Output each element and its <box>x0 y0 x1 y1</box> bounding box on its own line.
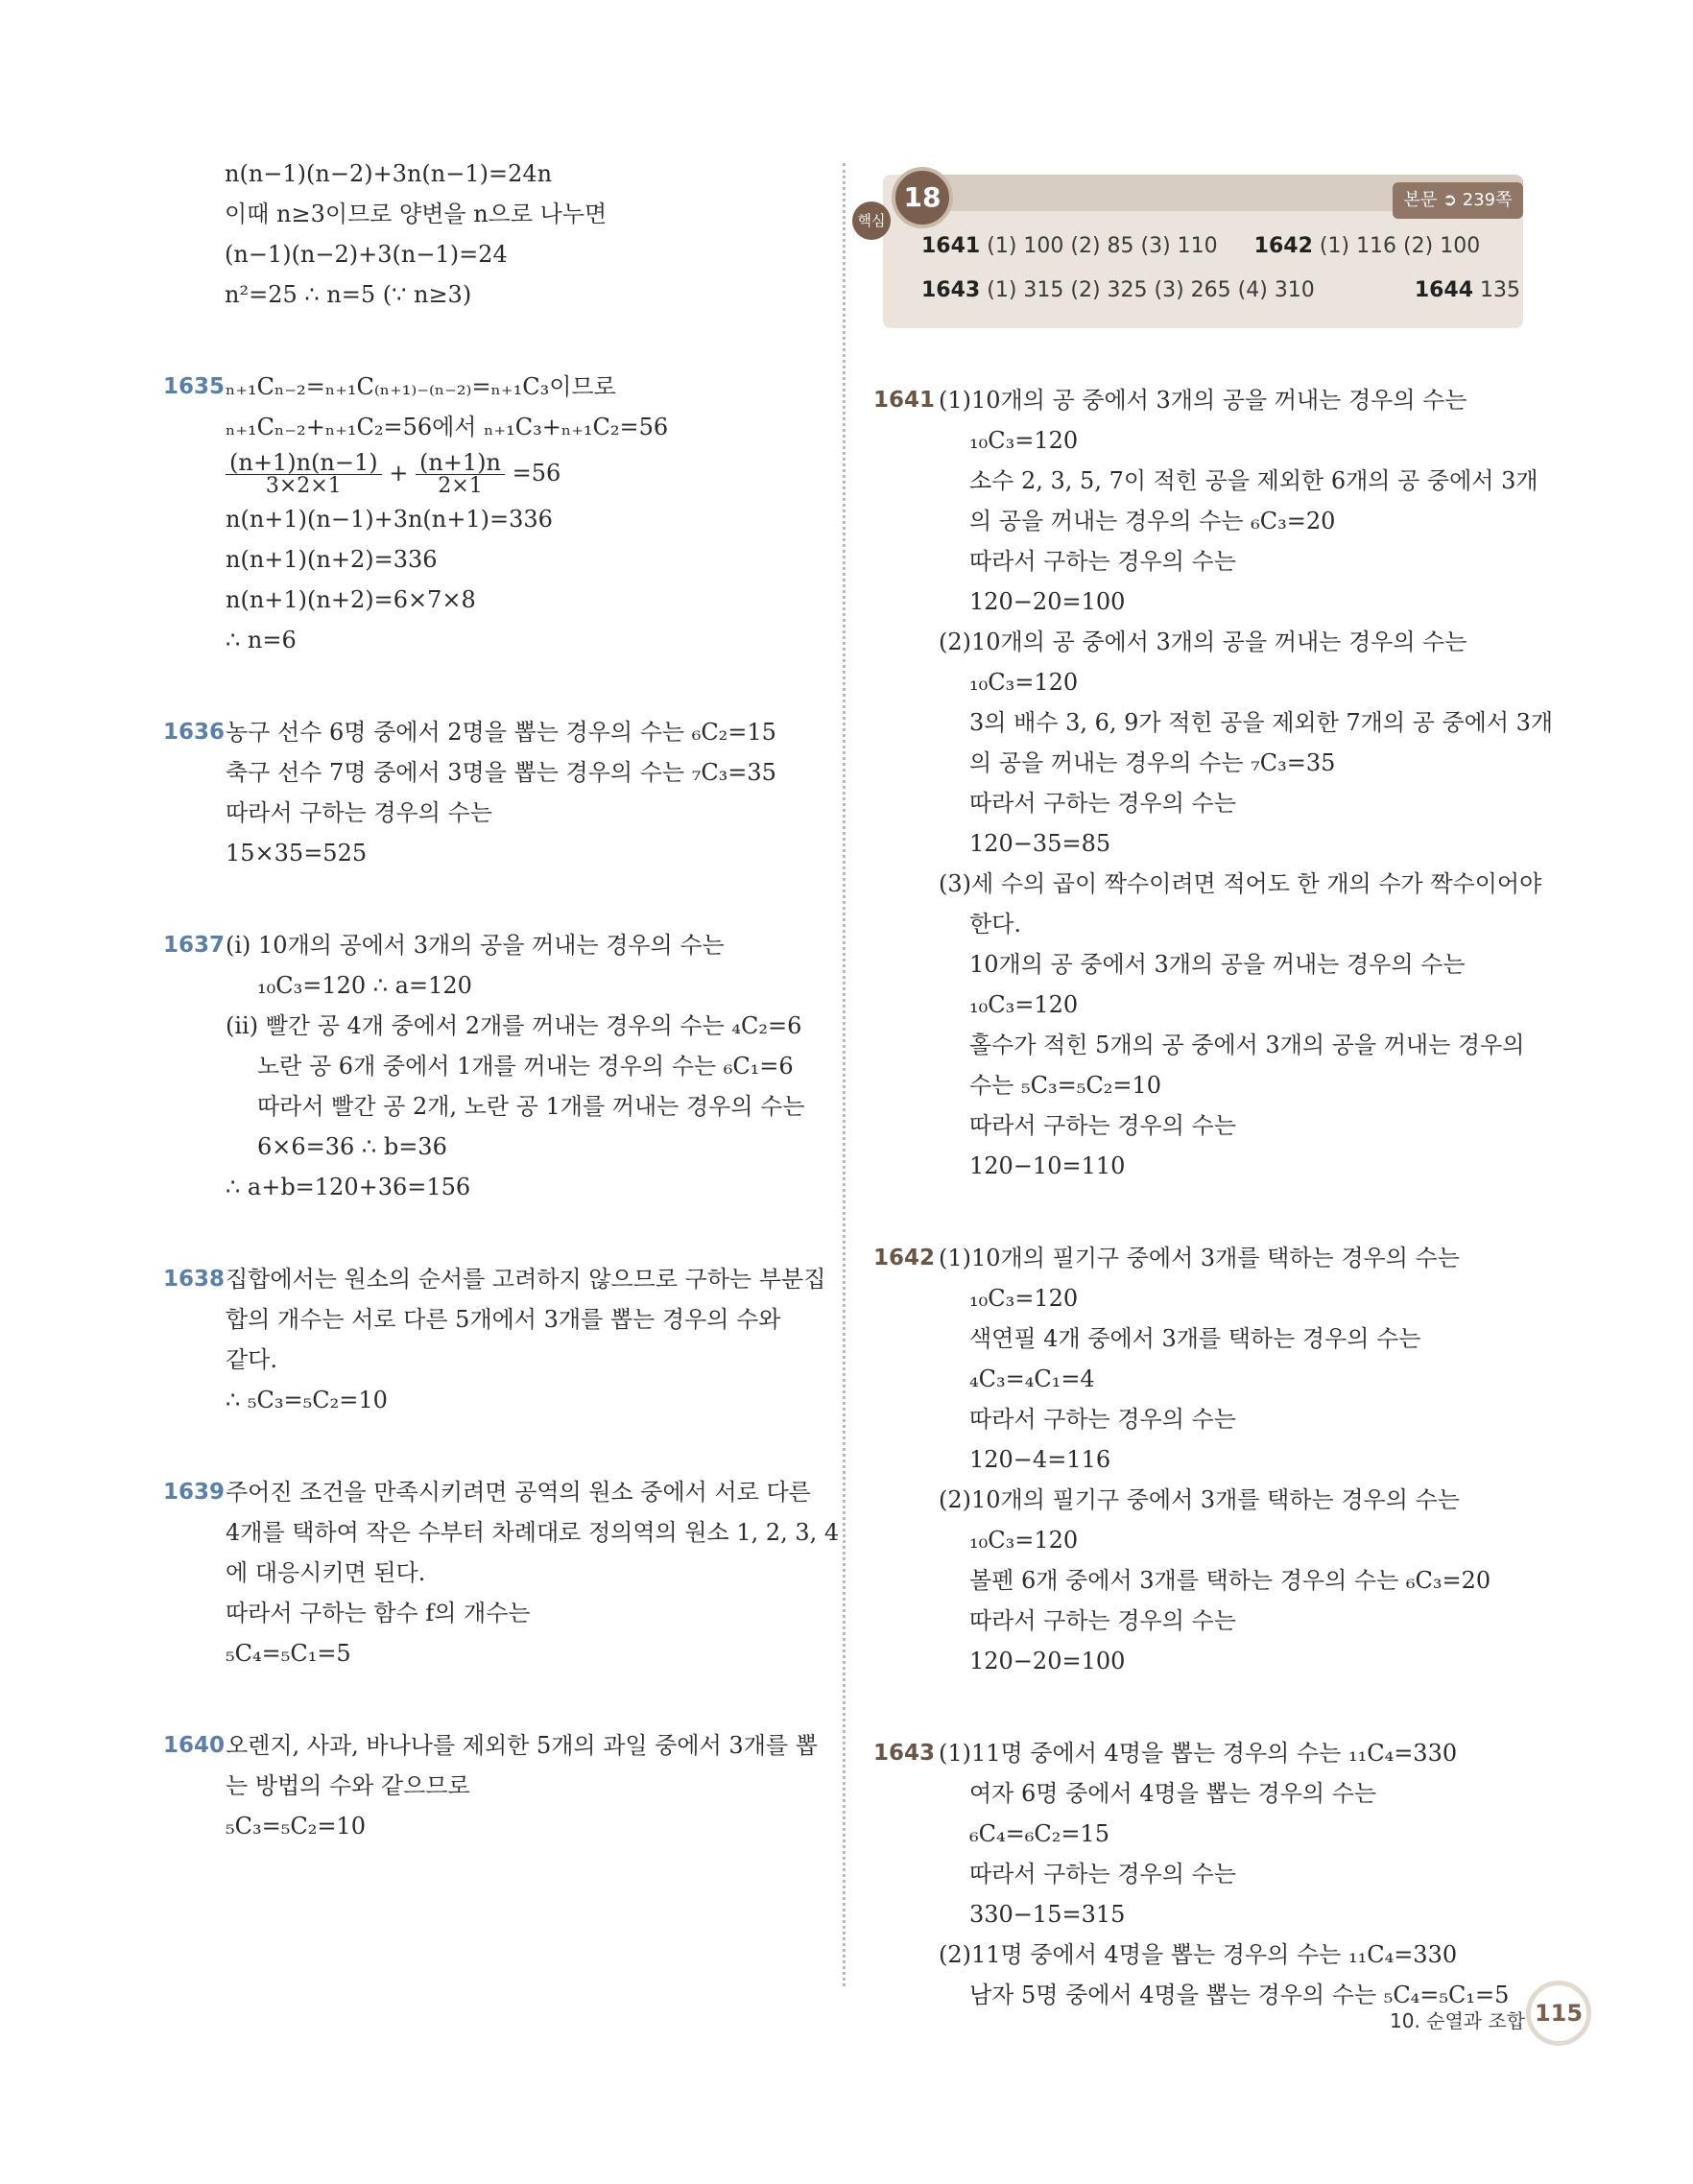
solution-line <box>875 1935 1538 1975</box>
solution-line: 볼펜 6개 중에서 3개를 택하는 경우의 수는 ₆C₃=20 <box>969 1567 1491 1594</box>
solution-line: 같다. <box>226 1346 277 1373</box>
fraction <box>226 451 382 498</box>
solution-line: 따라서 구하는 함수 f의 개수는 <box>226 1600 531 1626</box>
solution-line: 의 공을 꺼내는 경우의 수는 ₆C₃=20 <box>969 508 1336 534</box>
problem-1636 <box>165 712 814 873</box>
solution-line: 10개의 공 중에서 3개의 공을 꺼내는 경우의 수는 <box>969 951 1466 978</box>
solution-line: 따라서 구하는 경우의 수는 <box>226 799 492 826</box>
solution-line: 주어진 조건을 만족시키려면 공역의 원소 중에서 서로 다른 <box>226 1479 811 1506</box>
intro-block <box>165 154 814 315</box>
solution-line: 120−20=100 <box>969 1648 1126 1674</box>
solution-line: ₁₀C₃=120 ∴ a=120 <box>257 972 472 999</box>
solution-line: 따라서 구하는 경우의 수는 <box>969 1607 1236 1634</box>
part-text: 10개의 필기구 중에서 3개를 택하는 경우의 수는 <box>971 1245 1460 1271</box>
problem-number: 1640 <box>163 1733 226 1758</box>
answer-row <box>921 278 1520 302</box>
solution-line: 농구 선수 6명 중에서 2명을 뽑는 경우의 수는 ₆C₂=15 <box>226 719 776 746</box>
solution-line: 여자 6명 중에서 4명을 뽑는 경우의 수는 <box>969 1780 1377 1807</box>
answer-row <box>921 234 1480 258</box>
problem-number: 1641 <box>873 388 936 413</box>
solution-line: 120−4=116 <box>969 1446 1111 1473</box>
fraction-line <box>165 447 814 499</box>
part-label: (2) <box>939 629 971 655</box>
solution-line: 소수 2, 3, 5, 7이 적힌 공을 제외한 6개의 공 중에서 3개 <box>969 467 1538 494</box>
part-text: 10개의 공 중에서 3개의 공을 꺼내는 경우의 수는 <box>971 629 1467 655</box>
problem-number: 1639 <box>163 1480 226 1505</box>
solution-line: ₁₀C₃=120 <box>969 669 1079 696</box>
solution-line <box>875 864 1542 904</box>
problem-number: 1636 <box>163 720 226 745</box>
part-text: 10개의 공 중에서 3개의 공을 꺼내는 경우의 수는 <box>971 387 1467 414</box>
problem-number: 1635 <box>163 374 226 399</box>
problem-1637 <box>165 925 814 1207</box>
solution-line: 15×35=525 <box>226 840 368 866</box>
part-label: (2) <box>939 1486 971 1513</box>
section-tag: 핵심 <box>852 202 891 240</box>
solution-line: n(n+1)(n−1)+3n(n+1)=336 <box>226 506 553 533</box>
solution-line: n(n+1)(n+2)=6×7×8 <box>226 586 476 613</box>
solution-line: 축구 선수 7명 중에서 3명을 뽑는 경우의 수는 ₇C₃=35 <box>226 759 776 786</box>
answer-number: 1641 <box>921 234 981 258</box>
answer-number: 1643 <box>921 278 981 302</box>
solution-line <box>875 1238 1538 1278</box>
solution-line <box>875 622 1538 662</box>
solution-line: 는 방법의 수와 같으므로 <box>226 1772 470 1799</box>
problem-1643 <box>875 1733 1538 2015</box>
problem-1641 <box>873 380 1554 1186</box>
solution-line: 에 대응시키면 된다. <box>226 1559 426 1586</box>
part-label: (1) <box>939 1245 971 1271</box>
part-label: (3) <box>939 870 971 897</box>
answer-values: (1) 116 (2) 100 <box>1319 234 1481 258</box>
solution-line: 따라서 구하는 경우의 수는 <box>969 1406 1236 1433</box>
solution-line: 한다. <box>969 911 1021 938</box>
answer-number: 1642 <box>1253 234 1313 258</box>
solution-line: 따라서 구하는 경우의 수는 <box>969 548 1236 575</box>
answer-summary-box <box>883 175 1523 328</box>
solution-line <box>875 1733 1538 1773</box>
intro-line: 이때 n≥3이므로 양변을 n으로 나누면 <box>225 201 608 227</box>
solution-line: 홀수가 적힌 5개의 공 중에서 3개의 공을 꺼내는 경우의 <box>969 1032 1525 1058</box>
problem-1639 <box>163 1472 840 1674</box>
solution-line: ₁₀C₃=120 <box>969 1527 1079 1554</box>
solution-line: ₁₀C₃=120 <box>969 1285 1079 1312</box>
denominator: 3×2×1 <box>265 474 342 498</box>
left-column <box>163 154 840 1846</box>
problem-1640 <box>163 1725 818 1846</box>
solution-line <box>875 1480 1538 1520</box>
chapter-title: 10. 순열과 조합 <box>1390 2009 1526 2032</box>
solution-line: ∴ n=6 <box>226 627 297 653</box>
part-text: 11명 중에서 4명을 뽑는 경우의 수는 ₁₁C₄=330 <box>971 1941 1458 1968</box>
solution-line: ₅C₄=₅C₁=5 <box>226 1640 351 1667</box>
solution-line: n(n+1)(n+2)=336 <box>226 546 438 573</box>
solution-line: ₆C₄=₆C₂=15 <box>969 1820 1109 1847</box>
problem-number: 1642 <box>873 1246 936 1270</box>
solution-line: ₙ₊₁Cₙ₋₂+ₙ₊₁C₂=56에서 ₙ₊₁C₃+ₙ₊₁C₂=56 <box>226 414 669 440</box>
part-label: (1) <box>939 1740 971 1767</box>
solution-line: ₄C₃=₄C₁=4 <box>969 1365 1095 1392</box>
part-label: (1) <box>939 387 971 414</box>
solution-line: 오렌지, 사과, 바나나를 제외한 5개의 과일 중에서 3개를 뽑 <box>226 1732 818 1759</box>
solution-line: 따라서 구하는 경우의 수는 <box>969 1112 1236 1139</box>
plus-sign: + <box>389 460 409 487</box>
solution-line: 따라서 구하는 경우의 수는 <box>969 1861 1236 1887</box>
solution-line: ₙ₊₁Cₙ₋₂=ₙ₊₁C₍ₙ₊₁₎₋₍ₙ₋₂₎=ₙ₊₁C₃이므로 <box>226 373 616 400</box>
solution-line: 따라서 구하는 경우의 수는 <box>969 790 1236 817</box>
solution-line: (ii) 빨간 공 4개 중에서 2개를 꺼내는 경우의 수는 ₄C₂=6 <box>226 1012 802 1039</box>
problem-number: 1638 <box>163 1267 226 1292</box>
section-badge: 18 <box>892 167 953 228</box>
solution-line: 120−10=110 <box>969 1152 1126 1179</box>
solution-line: (i) 10개의 공에서 3개의 공을 꺼내는 경우의 수는 <box>226 932 725 959</box>
part-text: 11명 중에서 4명을 뽑는 경우의 수는 ₁₁C₄=330 <box>971 1740 1458 1767</box>
solution-line: 의 공을 꺼내는 경우의 수는 ₇C₃=35 <box>969 749 1336 776</box>
problem-number: 1637 <box>163 933 226 958</box>
page-number: 115 <box>1526 1981 1591 2046</box>
solution-line <box>875 380 1538 420</box>
page-reference: 본문 ➲ 239쪽 <box>1393 182 1523 219</box>
problem-number: 1643 <box>873 1741 936 1766</box>
solution-line: ₁₀C₃=120 <box>969 991 1079 1018</box>
problem-1635 <box>165 367 814 660</box>
solution-line: 6×6=36 ∴ b=36 <box>257 1133 447 1160</box>
solution-line: 3의 배수 3, 6, 9가 적힌 공을 제외한 7개의 공 중에서 3개 <box>969 709 1554 736</box>
solution-line: 330−15=315 <box>969 1901 1126 1928</box>
solution-line: 따라서 빨간 공 2개, 노란 공 1개를 꺼내는 경우의 수는 <box>257 1093 805 1120</box>
solution-line: 집합에서는 원소의 순서를 고려하지 않으므로 구하는 부분집 <box>226 1266 826 1293</box>
solution-line: 합의 개수는 서로 다른 5개에서 3개를 뽑는 경우의 수와 <box>226 1306 781 1333</box>
solution-line: 수는 ₅C₃=₅C₂=10 <box>969 1072 1161 1099</box>
solution-line: 120−35=85 <box>969 830 1111 857</box>
answer-number: 1644 <box>1414 278 1474 302</box>
intro-line: n(n−1)(n−2)+3n(n−1)=24n <box>225 160 553 187</box>
solution-line: ∴ ₅C₃=₅C₂=10 <box>226 1387 388 1413</box>
problem-1642 <box>875 1238 1538 1681</box>
problem-1638 <box>163 1259 826 1420</box>
solution-line: ₅C₃=₅C₂=10 <box>226 1813 366 1840</box>
solution-line: ₁₀C₃=120 <box>969 427 1079 454</box>
solution-line: 색연필 4개 중에서 3개를 택하는 경우의 수는 <box>969 1325 1421 1352</box>
numerator: (n+1)n(n−1) <box>226 451 382 475</box>
numerator: (n+1)n <box>416 451 505 475</box>
solution-line: 120−20=100 <box>969 588 1126 615</box>
solution-line: 남자 5명 중에서 4명을 뽑는 경우의 수는 ₅C₄=₅C₁=5 <box>969 1982 1510 2008</box>
solution-line: 4개를 택하여 작은 수부터 차례대로 정의역의 원소 1, 2, 3, 4 <box>226 1519 840 1546</box>
intro-line: (n−1)(n−2)+3(n−1)=24 <box>225 241 508 268</box>
part-text: 10개의 필기구 중에서 3개를 택하는 경우의 수는 <box>971 1486 1460 1513</box>
part-text: 세 수의 곱이 짝수이려면 적어도 한 개의 수가 짝수이어야 <box>971 870 1542 897</box>
answer-values: (1) 315 (2) 325 (3) 265 (4) 310 <box>987 278 1315 302</box>
fraction <box>416 451 505 498</box>
intro-line: n²=25 ∴ n=5 (∵ n≥3) <box>225 281 472 308</box>
column-divider <box>843 163 846 1986</box>
right-column <box>873 380 1554 2015</box>
answer-values: (1) 100 (2) 85 (3) 110 <box>987 234 1218 258</box>
solution-line: ∴ a+b=120+36=156 <box>226 1174 471 1200</box>
denominator: 2×1 <box>438 474 483 498</box>
part-label: (2) <box>939 1941 971 1968</box>
equals-value: =56 <box>512 460 561 487</box>
solution-line: 노란 공 6개 중에서 1개를 꺼내는 경우의 수는 ₆C₁=6 <box>257 1053 794 1080</box>
answer-values: 135 <box>1480 278 1521 302</box>
